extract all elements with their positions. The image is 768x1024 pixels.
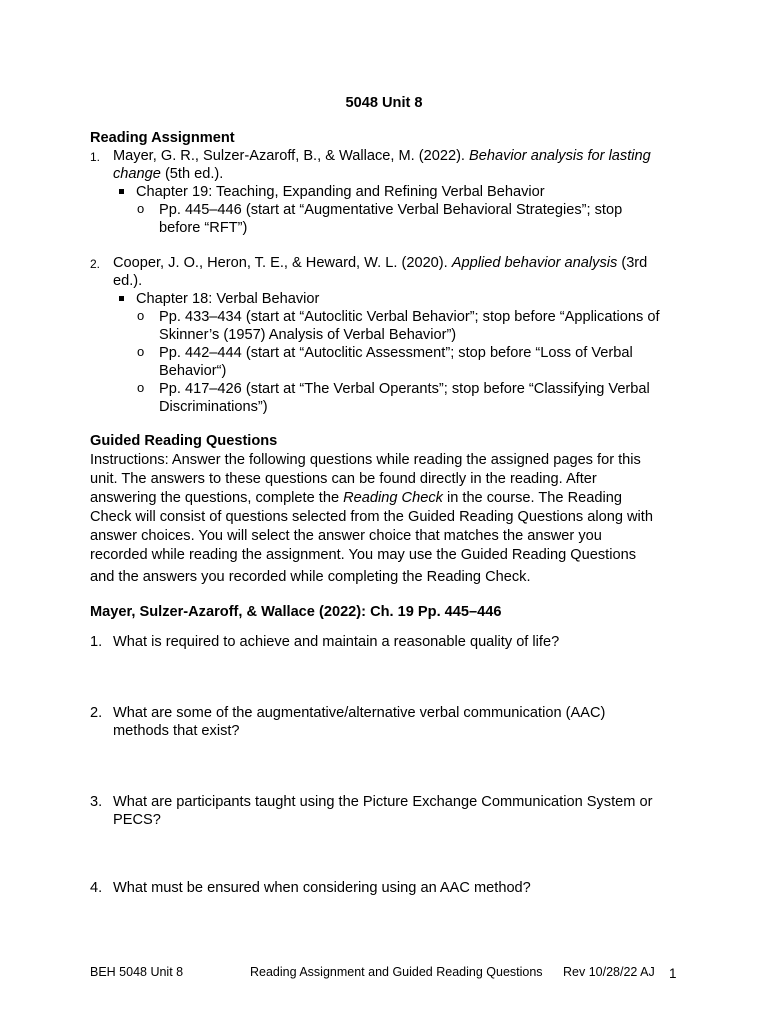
square-bullet-icon <box>119 189 124 194</box>
question-number: 2. <box>90 705 103 721</box>
page-range: Pp. 445–446 (start at “Augmentative Verbal Behavioral Strategies”; stop <box>159 202 623 218</box>
instructions-line: Instructions: Answer the following questions while reading the assigned pages for this <box>90 452 641 468</box>
circle-bullet-icon: o <box>137 308 145 323</box>
page-title: 5048 Unit 8 <box>345 95 423 111</box>
circle-bullet-icon: o <box>137 344 145 359</box>
page-range: Pp. 433–434 (start at “Autoclitic Verbal Behavior”; stop before “Applications of <box>159 309 660 325</box>
question-text: What are participants taught using the Picture Exchange Communication System or <box>113 794 653 810</box>
question-text: What must be ensured when considering using an AAC method? <box>113 880 531 896</box>
footer-right: Rev 10/28/22 AJ <box>563 965 655 979</box>
question-number: 3. <box>90 794 103 810</box>
list-number: 1. <box>90 150 101 164</box>
instructions-line: and the answers you recorded while completing the Reading Check. <box>90 569 531 585</box>
chapter-label: Chapter 19: Teaching, Expanding and Refining Verbal Behavior <box>136 184 545 200</box>
question-text: PECS? <box>113 812 161 828</box>
page-range: before “RFT”) <box>159 220 248 236</box>
question-text: What are some of the augmentative/alternative verbal communication (AAC) <box>113 705 606 721</box>
question-number: 1. <box>90 634 103 650</box>
section-heading: Mayer, Sulzer-Azaroff, & Wallace (2022): Ch. 19 Pp. 445–446 <box>90 604 502 620</box>
footer-left: BEH 5048 Unit 8 <box>90 965 184 979</box>
circle-bullet-icon: o <box>137 201 145 216</box>
question-text: What is required to achieve and maintain a reasonable quality of life? <box>113 634 560 650</box>
reference-line: ed.). <box>113 273 143 289</box>
square-bullet-icon <box>119 296 124 301</box>
page-number: 1 <box>669 966 677 981</box>
reference-line: Mayer, G. R., Sulzer-Azaroff, B., & Wallace, M. (2022). Behavior analysis for lasting <box>113 148 651 164</box>
question-number: 4. <box>90 880 103 896</box>
circle-bullet-icon: o <box>137 380 145 395</box>
instructions-line: unit. The answers to these questions can be found directly in the reading. After <box>90 471 597 487</box>
reference-line: Cooper, J. O., Heron, T. E., & Heward, W. L. (2020). Applied behavior analysis (3rd <box>113 255 648 271</box>
page-range: Pp. 442–444 (start at “Autoclitic Assessment”; stop before “Loss of Verbal <box>159 345 633 361</box>
footer-center: Reading Assignment and Guided Reading Questions <box>250 965 543 979</box>
instructions-line: recorded while reading the assignment. You may use the Guided Reading Questions <box>90 547 636 563</box>
guided-heading: Guided Reading Questions <box>90 433 278 449</box>
instructions-line: answering the questions, complete the Reading Check in the course. The Reading <box>90 490 622 506</box>
question-text: methods that exist? <box>113 723 240 739</box>
page-range: Skinner’s (1957) Analysis of Verbal Behavior”) <box>159 327 457 343</box>
page-range: Discriminations”) <box>159 399 268 415</box>
reference-line: change (5th ed.). <box>113 166 224 182</box>
instructions-line: answer choices. You will select the answer choice that matches the answer you <box>90 528 602 544</box>
page-range: Behavior“) <box>159 363 227 379</box>
list-number: 2. <box>90 257 101 271</box>
reading-assignment-heading: Reading Assignment <box>90 130 235 146</box>
instructions-line: Check will consist of questions selected from the Guided Reading Questions along with <box>90 509 653 525</box>
page-range: Pp. 417–426 (start at “The Verbal Operants”; stop before “Classifying Verbal <box>159 381 650 397</box>
chapter-label: Chapter 18: Verbal Behavior <box>136 291 320 307</box>
